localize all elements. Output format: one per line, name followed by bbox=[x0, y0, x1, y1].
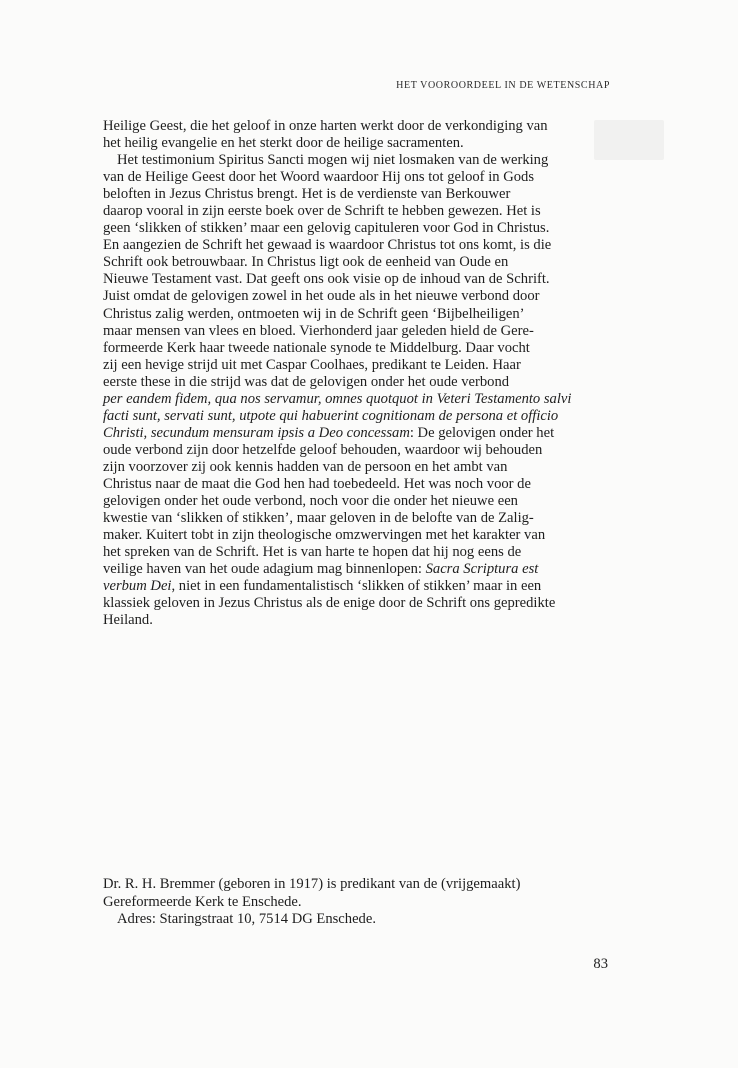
text-line: Heilige Geest, die het geloof in onze harten werkt door de verkondiging van bbox=[103, 118, 548, 134]
text-line: facti sunt, servati sunt, utpote qui habuerint cognitionam de persona et officio bbox=[103, 407, 559, 424]
text-line: gelovigen onder het oude verbond, noch voor die onder het nieuwe een bbox=[103, 493, 518, 510]
text-line: Schrift ook betrouwbaar. In Christus ligt ook de eenheid van Oude en bbox=[103, 254, 509, 271]
body-text bbox=[103, 118, 611, 629]
bio-line: Gereformeerde Kerk te Enschede. bbox=[103, 893, 302, 910]
text-line: eerste these in die strijd was dat de gelovigen onder het oude verbond bbox=[103, 373, 510, 390]
text-line: En aangezien de Schrift het gewaad is waardoor Christus tot ons komt, is die bbox=[103, 237, 552, 254]
text-line: veilige haven van het oude adagium mag binnenlopen: Sacra Scriptura est bbox=[103, 561, 539, 578]
bio-line: Dr. R. H. Bremmer (geboren in 1917) is predikant van de (vrijgemaakt) bbox=[103, 876, 521, 892]
author-bio bbox=[103, 876, 623, 929]
text-line: maker. Kuitert tobt in zijn theologische omzwervingen met het karakter van bbox=[103, 527, 546, 544]
text-line: zijn voorzover zij ook kennis hadden van de persoon en het ambt van bbox=[103, 458, 508, 475]
text-line: geen ‘slikken of stikken’ maar een gelovig capituleren voor God in Christus. bbox=[103, 220, 550, 237]
text-line: daarop vooral in zijn eerste boek over de Schrift te hebben gewezen. Het is bbox=[103, 203, 541, 220]
running-head: HET VOOROORDEEL IN DE WETENSCHAP bbox=[396, 80, 610, 91]
text-line: Christus zalig werden, ontmoeten wij in de Schrift geen ‘Bijbelheiligen’ bbox=[103, 305, 525, 322]
text-line: per eandem fidem, qua nos servamur, omnes quotquot in Veteri Testamento salvi bbox=[103, 390, 572, 407]
text-line: Nieuwe Testament vast. Dat geeft ons ook visie op de inhoud van de Schrift. bbox=[103, 271, 550, 288]
text-line: Christus naar de maat die God hen had toebedeeld. Het was noch voor de bbox=[103, 475, 531, 492]
text-line: Het testimonium Spiritus Sancti mogen wij niet losmaken van de werking bbox=[117, 152, 549, 169]
text-line: kwestie van ‘slikken of stikken’, maar geloven in de belofte van de Zalig- bbox=[103, 510, 534, 527]
text-line: het spreken van de Schrift. Het is van harte te hopen dat hij nog eens de bbox=[103, 544, 522, 561]
text-line: het heilig evangelie en het sterkt door de heilige sacramenten. bbox=[103, 135, 464, 152]
text-line: verbum Dei, niet in een fundamentalistisch ‘slikken of stikken’ maar in een bbox=[103, 578, 542, 595]
bio-address: Adres: Staringstraat 10, 7514 DG Enschede. bbox=[117, 911, 376, 928]
text-line: van de Heilige Geest door het Woord waardoor Hij ons tot geloof in Gods bbox=[103, 169, 535, 186]
text-line: beloften in Jezus Christus brengt. Het is de verdienste van Berkouwer bbox=[103, 186, 511, 203]
text-line: Christi, secundum mensuram ipsis a Deo concessam: De gelovigen onder het bbox=[103, 424, 555, 441]
text-line: maar mensen van vlees en bloed. Vierhonderd jaar geleden hield de Gere- bbox=[103, 322, 534, 339]
text-line: oude verbond zijn door hetzelfde geloof behouden, waardoor wij behouden bbox=[103, 441, 543, 458]
text-line: formeerde Kerk haar tweede nationale synode te Middelburg. Daar vocht bbox=[103, 339, 530, 356]
text-line: Juist omdat de gelovigen zowel in het oude als in het nieuwe verbond door bbox=[103, 288, 540, 305]
page-number: 83 bbox=[593, 956, 608, 972]
text-line: zij een hevige strijd uit met Caspar Coolhaes, predikant te Leiden. Haar bbox=[103, 356, 521, 373]
text-line: Heiland. bbox=[103, 612, 153, 629]
text-line: klassiek geloven in Jezus Christus als de enige door de Schrift ons gepredikte bbox=[103, 595, 556, 612]
